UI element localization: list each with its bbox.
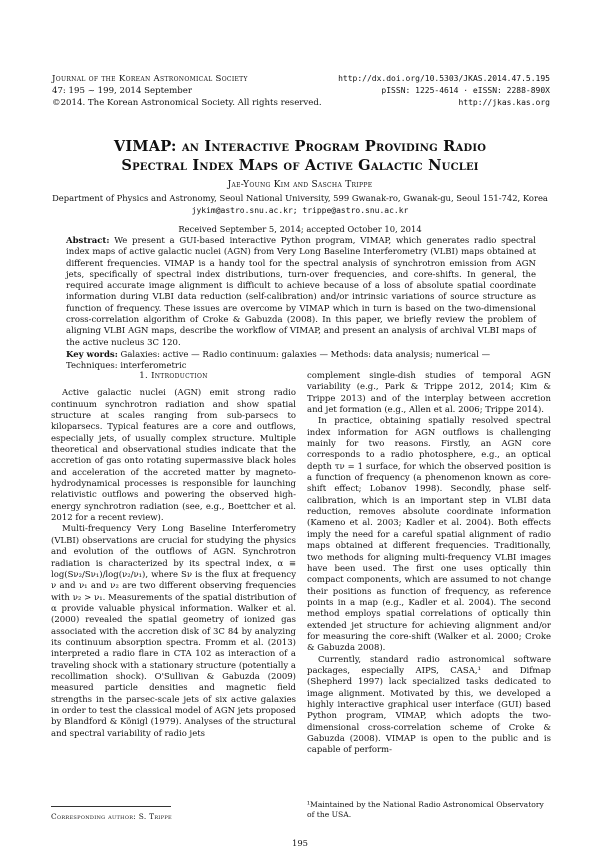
paragraph: Active galactic nuclei (AGN) emit strong radio continuum synchrotron radiation and show spatial structure at scales ranging from sub-parsecs to kiloparsecs. Typical features are a core and outflows, especially jets, of usually complex structure. Multiple theoretical and observational studies indicate that the accretion of gas onto rotating supermassive black holes and acceleration of the accreted matter by magneto-hydrodynamical processes is responsible for launching relativistic outflows and powering the observed high-energy synchrotron radiation (see, e.g., Boettcher et al. 2012 for a recent review). bbox=[51, 388, 296, 524]
keywords bbox=[66, 350, 536, 373]
abstract-text: We present a GUI-based interactive Python program, VIMAP, which generates radio spectral index maps of active galactic nuclei (AGN) from Very Long Baseline Interferometry (VLBI) maps obtained at different frequencies. VIMAP is a handy tool for the spectral analysis of synchrotron emission from AGN jets, specifically of spectral index distributions, turn-over frequencies, and core-shifts. In general, the required accurate image alignment is difficult to achieve because of a loss of absolute spatial coordinate information during VLBI data reduction (self-calibration) and/or intrinsic variations of source structure as function of frequency. These issues are overcome by VIMAP which in turn is based on the two-dimensional cross-correlation algorithm of Croke & Gabuzda (2008). In this paper, we briefly review the problem of aligning VLBI AGN maps, describe the workflow of VIMAP, and present an analysis of archival VLBI maps of the active nucleus 3C 120. bbox=[66, 236, 537, 348]
left-column bbox=[51, 371, 296, 740]
paragraph: Currently, standard radio astronomical software packages, especially AIPS, CASA,¹ and Difmap (Shepherd 1997) lack specialized tasks dedicated to image alignment. Motivated by this, we developed a highly interactive graphical user interface (GUI) based Python program, VIMAP, which adopts the two-dimensional cross-correlation scheme of Croke & Gabuzda (2008). VIMAP is open to the public and is capable of perform- bbox=[307, 654, 551, 756]
affiliation-block bbox=[0, 193, 600, 216]
corresponding-author-footnote: Corresponding author: S. Trippe bbox=[51, 812, 172, 821]
journal-name: Journal of the Korean Astronomical Society bbox=[52, 74, 248, 84]
copyright-line: ©2014. The Korean Astronomical Society. All rights reserved. bbox=[52, 98, 322, 109]
title-line-2: Spectral Index Maps of Active Galactic Nuclei bbox=[121, 157, 479, 174]
keywords-text: Galaxies: active — Radio continuum: galaxies — Methods: data analysis; numerical — Techniques: interferometric bbox=[66, 350, 491, 372]
section-title-introduction: 1. Introduction bbox=[139, 371, 208, 381]
abstract bbox=[66, 236, 536, 349]
journal-url[interactable]: http://jkas.kas.org bbox=[458, 98, 550, 108]
footnote-rule-left bbox=[51, 806, 171, 807]
abstract-label: Abstract: bbox=[66, 236, 110, 246]
doi-link[interactable]: http://dx.doi.org/10.5303/JKAS.2014.47.5.195 bbox=[338, 74, 550, 83]
right-column bbox=[307, 371, 551, 757]
issn-line: pISSN: 1225-4614 · eISSN: 2288-890X bbox=[381, 86, 550, 96]
title-line-1: VIMAP: an Interactive Program Providing Radio bbox=[113, 138, 487, 155]
journal-header-left bbox=[52, 73, 322, 110]
authors: Jae-Young Kim and Sascha Trippe bbox=[227, 180, 373, 190]
page-number: 195 bbox=[292, 838, 308, 848]
paragraph: In practice, obtaining spatially resolved spectral index information for AGN outflows is challenging mainly for two reasons. Firstly, an AGN core corresponds to a radio photosphere, e.g., an optical depth τν = 1 surface, for which the observed position is a function of frequency (a phenomenon known as core-shift effect; Lobanov 1998). Secondly, phase self-calibration, which is an important step in VLBI data reduction, removes absolute coordinate information (Kameno et al. 2003; Kadler et al. 2004). Both effects imply the need for a careful spatial alignment of radio maps obtained at different frequencies. Traditionally, two methods for aligning multi-frequency VLBI images have been used. The first one uses optically thin compact components, which are assumed to not change their positions as function of frequency, as reference points in a map (e.g., Kadler et al. 2004). The second method employs spatial correlations of optically thin extended jet structure for achieving alignment and/or for measuring the core-shift (Walker et al. 2000; Croke & Gabuzda 2008). bbox=[307, 416, 551, 654]
footnote-1: ¹Maintained by the National Radio Astronomical Observatory of the USA. bbox=[307, 800, 544, 819]
keywords-label: Key words: bbox=[66, 350, 118, 360]
paragraph: Multi-frequency Very Long Baseline Interferometry (VLBI) observations are crucial for studying the physics and evolution of the outflows of AGN. Synchrotron radiation is characterized by its spectral index, α ≡ log(Sν₂/Sν₁)/log(ν₂/ν₁), where Sν is the flux at frequency ν and ν₁ and ν₂ are two different observing frequencies with ν₂ > ν₁. Measurements of the spatial distribution of α provide valuable physical information. Walker et al. (2000) revealed the spatial geometry of ionized gas associated with the accretion disk of 3C 84 by analyzing its continuum absorption spectra. Fromm et al. (2013) interpreted a radio flare in CTA 102 as interaction of a traveling shock with a stationary structure (potentially a recollimation shock). O'Sullivan & Gabuzda (2009) measured particle densities and magnetic field strengths in the parsec-scale jets of six active galaxies in order to test the classical model of AGN jets proposed by Blandford & Königl (1979). Analyses of the structural and spectral variability of radio jets bbox=[51, 524, 296, 739]
volume-line: 47: 195 ~ 199, 2014 September bbox=[52, 86, 192, 97]
paragraph: complement single-dish studies of temporal AGN variability (e.g., Park & Trippe 2012, 2014; Kim & Trippe 2013) and of the interplay between accretion and jet formation (e.g., Allen et al. 2006; Trippe 2014). bbox=[307, 371, 551, 416]
affiliation: Department of Physics and Astronomy, Seoul National University, 599 Gwanak-ro, Gwanak-gu, Seoul 151-742, Korea bbox=[52, 193, 548, 203]
paper-title bbox=[0, 137, 600, 175]
journal-header-right bbox=[338, 73, 550, 110]
author-emails[interactable]: jykim@astro.snu.ac.kr; trippe@astro.snu.ac.kr bbox=[191, 205, 409, 215]
received-dates: Received September 5, 2014; accepted October 10, 2014 bbox=[178, 224, 422, 234]
